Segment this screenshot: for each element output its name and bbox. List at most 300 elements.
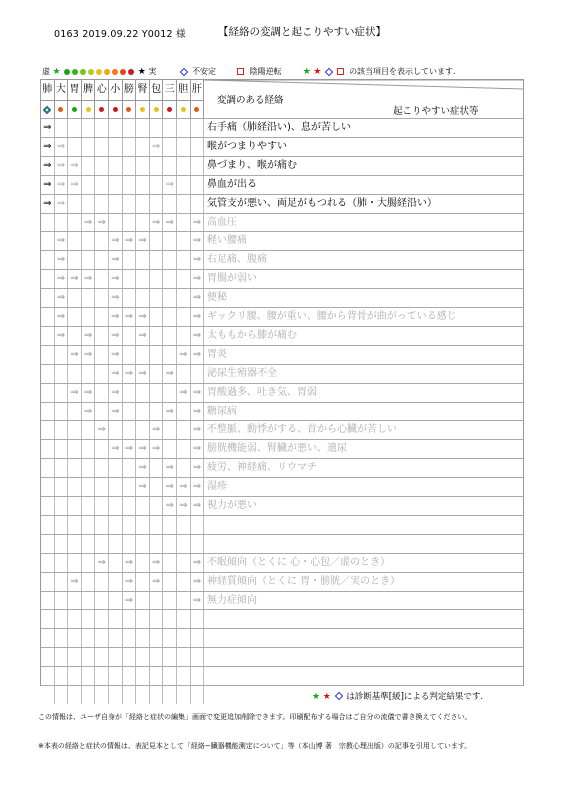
symptom-text: 湿疹 <box>207 481 227 493</box>
symptom-text: 胃炎 <box>207 348 227 360</box>
mark-cell: ⇒ <box>109 327 123 345</box>
mark-cell <box>163 535 177 553</box>
mark-cell: ⇒ <box>55 251 69 269</box>
mark-cell <box>123 384 137 402</box>
table-row <box>41 420 523 439</box>
column-header: 肺 <box>41 80 55 100</box>
mark-cell <box>163 516 177 534</box>
meridian-marks <box>41 195 204 213</box>
mark-cell <box>41 610 55 628</box>
meridian-marks <box>41 573 204 591</box>
meridian-marks <box>41 497 204 515</box>
column-header: 肝 <box>191 80 205 100</box>
mark-cell <box>82 232 96 250</box>
table-row <box>41 118 523 137</box>
header-meridian-label: 変調のある経絡 <box>217 95 284 106</box>
mark-cell: ⇒ <box>191 478 205 496</box>
mark-cell <box>55 459 69 477</box>
mark-cell <box>163 610 177 628</box>
mark-cell: ⇒ <box>55 308 69 326</box>
mark-cell <box>150 648 164 666</box>
mark-cell <box>163 686 177 704</box>
mark-cell: ⇒ <box>109 289 123 307</box>
mark-cell <box>177 403 191 421</box>
mark-cell <box>123 327 137 345</box>
mark-cell: ⇒ <box>163 459 177 477</box>
mark-cell: ⇒ <box>150 421 164 439</box>
gradient-dot <box>88 69 94 75</box>
table-row <box>41 666 523 685</box>
mark-cell <box>177 176 191 194</box>
meridian-marks <box>41 308 204 326</box>
gradient-dot <box>96 69 102 75</box>
mark-cell: ⇒ <box>191 270 205 288</box>
mark-cell <box>41 232 55 250</box>
mark-cell <box>163 251 177 269</box>
mark-cell: ⇒ <box>109 308 123 326</box>
marker-cell <box>136 100 150 118</box>
mark-cell <box>41 365 55 383</box>
mark-cell <box>177 138 191 156</box>
mark-cell <box>41 554 55 572</box>
mark-cell <box>191 176 205 194</box>
mark-cell <box>41 573 55 591</box>
marker-cell <box>177 100 191 118</box>
mark-cell: ⇒ <box>136 459 150 477</box>
mark-cell: ⇒ <box>191 232 205 250</box>
gradient-scale <box>63 67 135 76</box>
mark-cell <box>55 421 69 439</box>
table-row <box>41 231 523 250</box>
status-dot <box>113 107 118 112</box>
mark-cell: ⇒ <box>136 440 150 458</box>
table-row <box>41 307 523 326</box>
mark-cell <box>177 459 191 477</box>
mark-cell <box>177 289 191 307</box>
mark-cell <box>41 214 55 232</box>
meridian-marks <box>41 365 204 383</box>
mark-cell <box>109 138 123 156</box>
mark-cell: ⇒ <box>191 403 205 421</box>
symptom-text: 右足痛、腹痛 <box>207 254 267 266</box>
mark-cell <box>136 516 150 534</box>
table-row <box>41 647 523 666</box>
mark-cell <box>41 440 55 458</box>
mark-cell <box>177 629 191 647</box>
legend-unstable-label: 不安定 <box>191 67 216 76</box>
mark-cell: ⇒ <box>177 478 191 496</box>
marker-cell <box>163 100 177 118</box>
mark-cell <box>177 592 191 610</box>
table-row <box>41 628 523 647</box>
status-dot <box>58 107 63 112</box>
mark-cell <box>68 214 82 232</box>
symptom-text: 便秘 <box>207 292 227 304</box>
mark-cell <box>191 138 205 156</box>
mark-cell: ⇒ <box>177 497 191 515</box>
mark-cell <box>177 119 191 137</box>
mark-cell: ⇒ <box>55 270 69 288</box>
mark-cell: ⇒ <box>109 384 123 402</box>
mark-cell <box>191 648 205 666</box>
mark-cell <box>191 535 205 553</box>
mark-cell <box>123 157 137 175</box>
mark-cell <box>191 610 205 628</box>
mark-cell <box>191 667 205 685</box>
mark-cell <box>82 629 96 647</box>
mark-cell <box>68 667 82 685</box>
mark-cell <box>150 403 164 421</box>
mark-cell <box>68 648 82 666</box>
mark-cell <box>136 573 150 591</box>
mark-cell <box>163 667 177 685</box>
column-header: 胃 <box>68 80 82 100</box>
mark-cell <box>163 195 177 213</box>
mark-cell <box>68 535 82 553</box>
meridian-marks <box>41 440 204 458</box>
mark-cell <box>55 384 69 402</box>
table-row <box>41 137 523 156</box>
meridian-marks <box>41 686 204 704</box>
mark-cell <box>177 421 191 439</box>
mark-cell: ⇒ <box>68 384 82 402</box>
mark-cell <box>55 573 69 591</box>
page-title: 【経絡の変調と起こりやすい症状】 <box>218 26 386 38</box>
mark-cell <box>82 478 96 496</box>
star-icon: ★ <box>313 66 322 77</box>
meridian-marks <box>41 610 204 628</box>
mark-cell: ⇒ <box>163 403 177 421</box>
mark-cell <box>41 667 55 685</box>
mark-cell <box>95 459 109 477</box>
mark-cell <box>136 667 150 685</box>
mark-cell <box>68 516 82 534</box>
mark-cell <box>150 686 164 704</box>
mark-cell <box>95 195 109 213</box>
mark-cell <box>68 195 82 213</box>
mark-cell <box>95 270 109 288</box>
mark-cell <box>177 157 191 175</box>
mark-cell <box>68 478 82 496</box>
mark-cell <box>109 610 123 628</box>
mark-cell <box>55 592 69 610</box>
marker-cell <box>150 100 164 118</box>
mark-cell <box>41 403 55 421</box>
table-row <box>41 213 523 232</box>
mark-cell <box>123 478 137 496</box>
mark-cell <box>55 610 69 628</box>
mark-cell: ⇒ <box>136 327 150 345</box>
status-dot <box>167 107 172 112</box>
status-dot <box>181 107 186 112</box>
symptom-text: ギックリ腰、腰が重い、腰から背骨が曲がっている感じ <box>207 311 457 322</box>
mark-cell <box>150 384 164 402</box>
mark-cell: ⇒ <box>82 346 96 364</box>
mark-cell <box>177 308 191 326</box>
table-row <box>41 515 523 534</box>
mark-cell <box>55 365 69 383</box>
mark-cell: ⇒ <box>55 195 69 213</box>
mark-cell <box>95 365 109 383</box>
marker-cell <box>82 100 96 118</box>
mark-cell <box>41 459 55 477</box>
symptom-text: 視力が悪い <box>207 500 257 511</box>
mark-cell <box>68 365 82 383</box>
status-dot <box>86 107 91 112</box>
gradient-dot <box>112 69 118 75</box>
mark-cell <box>136 535 150 553</box>
mark-cell <box>41 648 55 666</box>
mark-cell <box>95 119 109 137</box>
mark-cell <box>41 327 55 345</box>
mark-cell <box>136 214 150 232</box>
mark-cell: ⇒ <box>191 497 205 515</box>
marker-cell <box>41 100 55 118</box>
mark-cell <box>82 686 96 704</box>
mark-cell: ⇒ <box>109 365 123 383</box>
mark-cell <box>136 554 150 572</box>
table-row <box>41 496 523 515</box>
mark-cell <box>41 421 55 439</box>
marker-cell <box>55 100 69 118</box>
mark-cell: ⇒ <box>163 478 177 496</box>
mark-cell <box>55 440 69 458</box>
mark-cell <box>41 516 55 534</box>
gradient-dot <box>104 69 110 75</box>
mark-cell: ⇒ <box>191 459 205 477</box>
footer-note-1: この情報は、ユーザ自身が「経絡と症状の編集」画面で変更追加削除できます。印刷配布する場合はご自分の流儀で書き換えてください。 <box>38 713 472 721</box>
mark-cell <box>55 629 69 647</box>
mark-cell <box>95 629 109 647</box>
mark-cell <box>163 573 177 591</box>
mark-cell <box>95 327 109 345</box>
marker-cell <box>68 100 82 118</box>
mark-cell <box>109 554 123 572</box>
mark-cell: ⇒ <box>123 365 137 383</box>
mark-cell <box>150 308 164 326</box>
mark-cell <box>191 516 205 534</box>
mark-cell <box>163 327 177 345</box>
mark-cell <box>163 119 177 137</box>
mark-cell: ⇒ <box>82 270 96 288</box>
mark-cell <box>150 497 164 515</box>
meridian-marks <box>41 346 204 364</box>
gradient-dot <box>120 69 126 75</box>
mark-cell <box>136 195 150 213</box>
mark-cell <box>95 573 109 591</box>
mark-cell <box>41 289 55 307</box>
mark-cell <box>109 535 123 553</box>
table-row <box>41 288 523 307</box>
mark-cell <box>82 176 96 194</box>
legend-deficient-label: 虚 <box>42 67 50 76</box>
mark-cell: ⇒ <box>95 421 109 439</box>
mark-cell: ⇒ <box>41 176 55 194</box>
mark-cell <box>82 459 96 477</box>
mark-cell <box>177 327 191 345</box>
mark-cell <box>191 686 205 704</box>
mark-cell <box>136 610 150 628</box>
mark-cell <box>150 289 164 307</box>
marker-cell <box>123 100 137 118</box>
table-row <box>41 194 523 213</box>
mark-cell <box>123 214 137 232</box>
diamond-icon <box>325 67 333 75</box>
status-dot <box>72 107 77 112</box>
mark-cell <box>68 327 82 345</box>
mark-cell <box>123 535 137 553</box>
symptom-text: 高血圧 <box>207 216 237 228</box>
mark-cell <box>136 497 150 515</box>
mark-cell <box>177 440 191 458</box>
mark-cell <box>95 592 109 610</box>
mark-cell <box>109 629 123 647</box>
column-header: 大 <box>55 80 69 100</box>
mark-cell <box>177 195 191 213</box>
mark-cell: ⇒ <box>109 251 123 269</box>
mark-cell: ⇒ <box>150 214 164 232</box>
mark-cell <box>95 138 109 156</box>
status-dot <box>154 107 159 112</box>
mark-cell <box>150 195 164 213</box>
mark-cell <box>136 686 150 704</box>
mark-cell <box>123 686 137 704</box>
column-header: 小 <box>109 80 123 100</box>
mark-cell: ⇒ <box>109 346 123 364</box>
table-row <box>41 591 523 610</box>
header-id-line: 0163 2019.09.22 Y0012 様 <box>54 29 186 40</box>
column-header: 腎 <box>136 80 150 100</box>
meridian-marks <box>41 592 204 610</box>
mark-cell <box>41 478 55 496</box>
mark-cell <box>136 346 150 364</box>
mark-cell <box>109 195 123 213</box>
table-row <box>41 345 523 364</box>
mark-cell <box>150 251 164 269</box>
mark-cell: ⇒ <box>123 232 137 250</box>
mark-cell <box>41 629 55 647</box>
symptom-text: 胃酸過多、吐き気、胃弱 <box>207 386 317 398</box>
mark-cell <box>136 270 150 288</box>
meridian-marks <box>41 478 204 496</box>
mark-cell <box>68 421 82 439</box>
mark-cell <box>41 592 55 610</box>
mark-cell <box>150 365 164 383</box>
mark-cell <box>123 138 137 156</box>
mark-cell <box>150 346 164 364</box>
mark-cell <box>150 119 164 137</box>
mark-cell <box>55 648 69 666</box>
mark-cell <box>95 157 109 175</box>
mark-cell <box>150 176 164 194</box>
mark-cell <box>55 554 69 572</box>
mark-cell: ⇒ <box>109 232 123 250</box>
column-header: 脾 <box>82 80 96 100</box>
mark-cell <box>82 648 96 666</box>
mark-cell <box>177 554 191 572</box>
mark-cell: ⇒ <box>191 289 205 307</box>
mark-cell <box>136 119 150 137</box>
mark-cell <box>136 251 150 269</box>
mark-cell <box>163 554 177 572</box>
mark-cell: ⇒ <box>68 157 82 175</box>
mark-cell: ⇒ <box>163 497 177 515</box>
mark-cell <box>150 535 164 553</box>
header-symptom-label: 起こりやすい症状等 <box>393 106 479 117</box>
gradient-dot <box>72 69 78 75</box>
mark-cell <box>123 648 137 666</box>
mark-cell <box>109 459 123 477</box>
mark-cell: ⇒ <box>41 157 55 175</box>
mark-cell <box>136 176 150 194</box>
mark-cell: ⇒ <box>41 138 55 156</box>
mark-cell: ⇒ <box>136 478 150 496</box>
mark-cell <box>109 478 123 496</box>
mark-cell: ⇒ <box>191 384 205 402</box>
mark-cell <box>55 497 69 515</box>
meridian-marks <box>41 459 204 477</box>
mark-cell: ⇒ <box>55 232 69 250</box>
mark-cell <box>41 535 55 553</box>
mark-cell <box>123 421 137 439</box>
mark-cell <box>150 478 164 496</box>
mark-cell <box>177 573 191 591</box>
mark-cell <box>150 667 164 685</box>
mark-cell <box>95 346 109 364</box>
mark-cell <box>163 384 177 402</box>
mark-cell <box>55 346 69 364</box>
meridian-marks <box>41 629 204 647</box>
column-header: 包 <box>150 80 164 100</box>
mark-cell <box>109 214 123 232</box>
mark-cell <box>136 138 150 156</box>
mark-cell <box>123 195 137 213</box>
mark-cell <box>150 592 164 610</box>
table-row <box>41 477 523 496</box>
mark-cell <box>177 214 191 232</box>
mark-cell <box>123 346 137 364</box>
gradient-dot <box>64 69 70 75</box>
mark-cell <box>177 516 191 534</box>
mark-cell <box>177 686 191 704</box>
diamond-icon <box>334 692 342 700</box>
mark-cell <box>82 516 96 534</box>
meridian-marks <box>41 421 204 439</box>
mark-cell: ⇒ <box>136 232 150 250</box>
mark-cell: ⇒ <box>41 119 55 137</box>
mark-cell <box>41 251 55 269</box>
mark-cell <box>123 497 137 515</box>
legend <box>42 66 532 77</box>
mark-cell <box>177 365 191 383</box>
mark-cell: ⇒ <box>123 592 137 610</box>
mark-cell <box>82 138 96 156</box>
mark-cell <box>82 119 96 137</box>
mark-cell <box>41 384 55 402</box>
mark-cell <box>68 403 82 421</box>
mark-cell: ⇒ <box>55 176 69 194</box>
table-row <box>41 269 523 288</box>
mark-cell <box>123 119 137 137</box>
star-icon: ★ <box>52 66 61 77</box>
marker-cell <box>95 100 109 118</box>
table-row <box>41 609 523 628</box>
mark-cell <box>163 629 177 647</box>
mark-cell <box>82 667 96 685</box>
mark-cell <box>82 610 96 628</box>
mark-cell <box>82 365 96 383</box>
column-header: 三 <box>163 80 177 100</box>
